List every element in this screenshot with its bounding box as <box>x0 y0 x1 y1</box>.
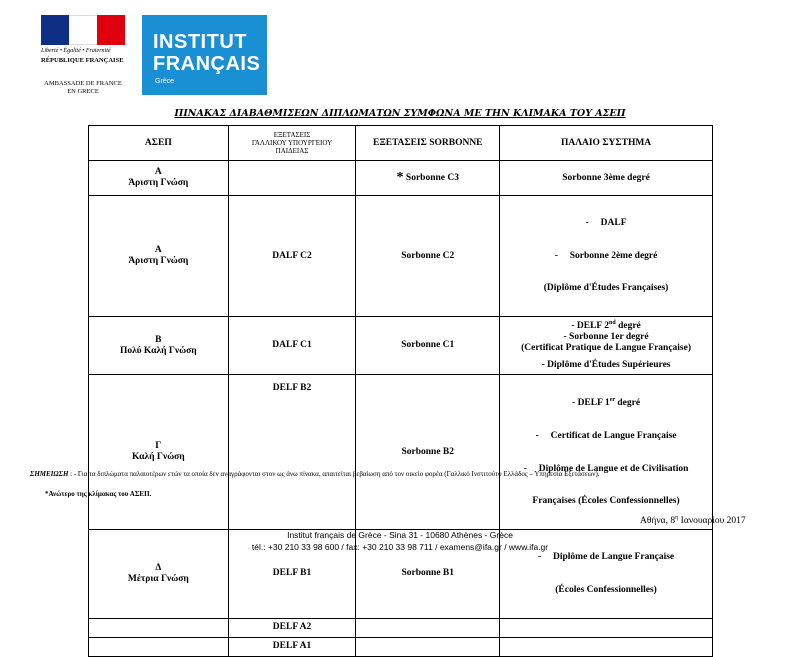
table-row <box>89 196 713 317</box>
asep-cell: Δ Μέτρια Γνώση <box>89 530 229 618</box>
table-row <box>89 637 713 656</box>
republique-francaise-logo <box>41 15 125 45</box>
old-system-cell <box>500 637 713 656</box>
table-row <box>89 161 713 196</box>
embassy-line2: EN GRECE <box>67 88 99 95</box>
ministry-cell: DELF A2 <box>228 618 356 637</box>
table-header-row <box>89 126 713 161</box>
sorbonne-cell <box>356 618 500 637</box>
old-system-cell: - Diplôme de Langue Française (Écoles Confessionnelles) <box>500 530 713 618</box>
old-system-cell <box>500 618 713 637</box>
sorbonne-cell <box>356 637 500 656</box>
asep-cell <box>89 618 229 637</box>
diploma-grading-table <box>88 125 713 657</box>
footer-contact: tél.: +30 210 33 98 600 / fax: +30 210 33 98 711 / examens@ifa.gr / www.ifa.gr <box>251 542 549 552</box>
old-system-cell: - DELF 1er degré - Certificat de Langue Française - Diplôme de Langue et de Civilisation Françaises (Écoles Confessionnelles) <box>500 375 713 530</box>
asep-cell: Γ Καλή Γνώση <box>89 375 229 530</box>
embassy-line1: AMBASSADE DE FRANCE <box>44 80 122 87</box>
ifa-logo-line3: Grèce <box>155 78 175 85</box>
ministry-cell <box>228 161 356 196</box>
footer-address: Institut français de Grèce - Sina 31 - 10680 Athènes - Grèce <box>287 530 513 540</box>
rf-name: RÉPUBLIQUE FRANÇAISE <box>41 57 124 64</box>
header-ministry: ΕΞΕΤΑΣΕΙΣ ΓΑΛΛΙΚΟΥ ΥΠΟΥΡΓΕΙΟΥ ΠΑΙΔΕΙΑΣ <box>228 126 356 161</box>
sorbonne-cell: * Sorbonne C3 <box>356 161 500 196</box>
star-note: *Ανώτερο της κλίμακας του ΑΣΕΠ. <box>45 490 152 498</box>
ministry-cell: DELF B2 <box>228 375 356 530</box>
asep-cell: Α Άριστη Γνώση <box>89 161 229 196</box>
note-label: ΣΗΜΕΙΩΣΗ <box>30 470 69 478</box>
old-system-cell: Sorbonne 3ème degré <box>500 161 713 196</box>
institut-francais-logo <box>142 15 267 95</box>
ministry-cell: DELF A1 <box>228 637 356 656</box>
asep-cell: Β Πολύ Καλή Γνώση <box>89 317 229 375</box>
table-row <box>89 618 713 637</box>
sorbonne-cell: Sorbonne B1 <box>356 530 500 618</box>
sorbonne-cell: Sorbonne B2 <box>356 375 500 530</box>
document-title: ΠΙΝΑΚΑΣ ΔΙΑΒΑΘΜΙΣΕΩΝ ΔΙΠΛΩΜΑΤΩΝ ΣΥΜΦΩΝΑ ΜΕ ΤΗΝ ΚΛΙΜΑΚΑ ΤΟΥ ΑΣΕΠ <box>174 108 626 119</box>
table-row <box>89 375 713 530</box>
ifa-logo-line2: FRANÇAIS <box>153 53 261 75</box>
ministry-cell: DALF C1 <box>228 317 356 375</box>
sorbonne-cell: Sorbonne C1 <box>356 317 500 375</box>
table-row <box>89 317 713 375</box>
ministry-cell: DALF C2 <box>228 196 356 317</box>
header-old-system: ΠΑΛΑΙΟ ΣΥΣΤΗΜΑ <box>500 126 713 161</box>
ministry-cell: DELF B1 <box>228 530 356 618</box>
header-asep: ΑΣΕΠ <box>89 126 229 161</box>
ifa-logo-line1: INSTITUT <box>153 31 247 53</box>
note <box>30 470 600 478</box>
document-date: Αθήνα, $8^\eta$ Ιανουαρίου 2017 <box>640 515 746 527</box>
note-text: : - Για τα διπλώματα παλαιοτέρων ετών τα οποία δεν αναγράφονται στον ως άνω πίνακα, απαιτείται βεβαίωση από τον οικείο φορέα (Γαλλικό Ινστιτούτο Ελλάδος – Υπηρεσία Εξετάσεων). <box>70 470 600 478</box>
old-system-cell: - DELF 2nd degré - Sorbonne 1er degré (Certificat Pratique de Langue Française) - Diplôme d'Études Supérieures <box>500 317 713 375</box>
asep-cell <box>89 637 229 656</box>
sorbonne-cell: Sorbonne C2 <box>356 196 500 317</box>
asep-cell: Α Άριστη Γνώση <box>89 196 229 317</box>
header-sorbonne: ΕΞΕΤΑΣΕΙΣ SORBONNE <box>356 126 500 161</box>
rf-motto: Liberté • Égalité • Fraternité <box>41 48 111 54</box>
old-system-cell: - DALF - Sorbonne 2ème degré (Diplôme d'Études Françaises) <box>500 196 713 317</box>
